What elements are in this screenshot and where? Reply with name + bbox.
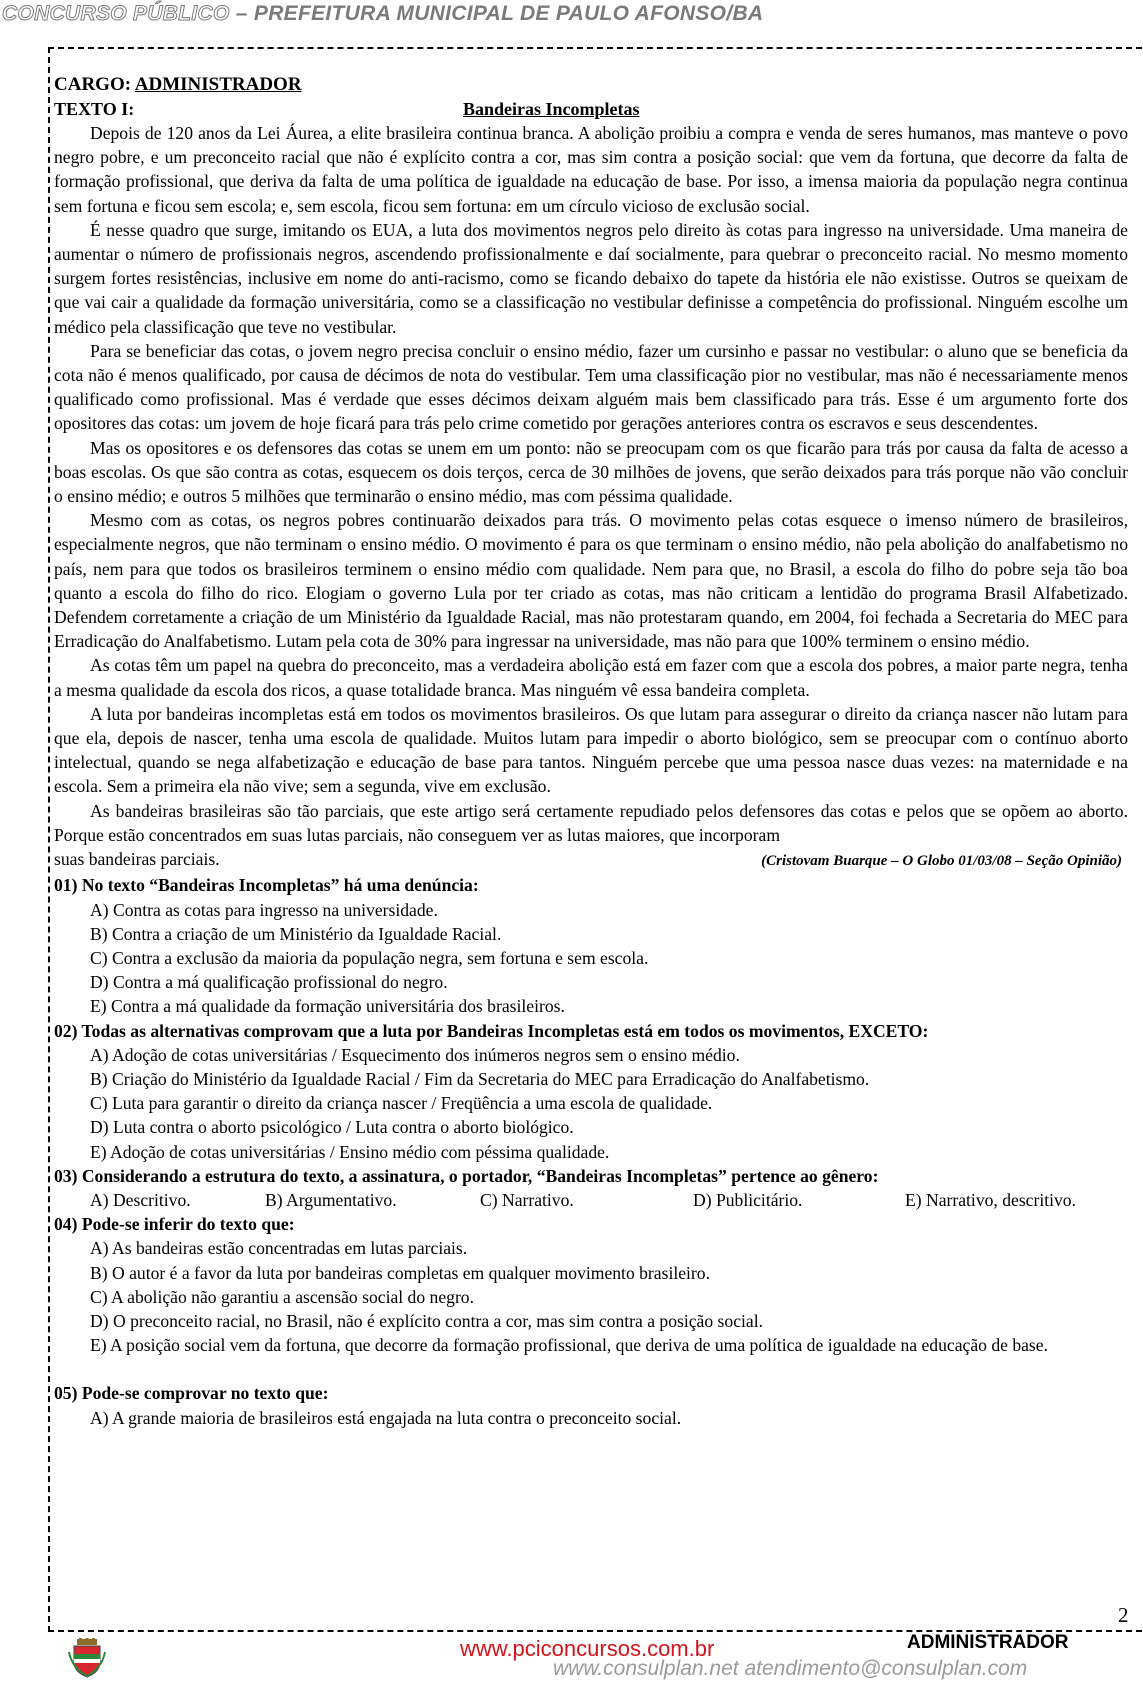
question-03 xyxy=(54,1164,1128,1212)
question-04 xyxy=(54,1212,1128,1357)
text-source: (Cristovam Buarque – O Globo 01/03/08 – Seção Opinião) xyxy=(761,853,1122,870)
municipal-crest-icon xyxy=(68,1638,106,1678)
answer-option: C) Contra a exclusão da maioria da população negra, sem fortuna e sem escola. xyxy=(90,947,649,968)
answer-option: E) Contra a má qualidade da formação universitária dos brasileiros. xyxy=(90,996,565,1017)
cargo-line xyxy=(54,73,1128,97)
answer-option: E) Adoção de cotas universitárias / Ensino médio com péssima qualidade. xyxy=(90,1141,610,1162)
answer-option: D) O preconceito racial, no Brasil, não é explícito contra a cor, mas sim contra a posição social. xyxy=(90,1310,763,1331)
answer-option: A) Adoção de cotas universitárias / Esquecimento dos inúmeros negros sem o ensino médio. xyxy=(90,1044,740,1065)
question-stem: 03) Considerando a estrutura do texto, a assinatura, o portador, “Bandeiras Incompletas” pertence ao gênero: xyxy=(54,1165,879,1186)
question-stem: 05) Pode-se comprovar no texto que: xyxy=(54,1383,329,1404)
exam-content xyxy=(54,73,1128,1430)
page-header xyxy=(2,2,1122,26)
answer-option: B) Argumentativo. xyxy=(265,1189,397,1210)
paragraph: É nesse quadro que surge, imitando os EUA, a luta dos movimentos negros pelo direito às cotas para ingresso na universidade. Uma maneira de aumentar o número de profissionais negros, ascendendo profissionalmente e daí socialmente, para quebrar o preconceito racial. No mesmo momento surgem fortes resistências, inclusive em nome do anti-racismo, como se ficando debaixo do tapete da história ele não existisse. Outros se queixam de que vai cair a qualidade da formação universitária, como se a classificação no vestibular definisse a competência do profissional. Ninguém escolhe um médico pela classificação que teve no vestibular. xyxy=(54,219,1128,337)
paragraph: As bandeiras brasileiras são tão parciais, que este artigo será certamente repudiado pelos defensores das cotas e pelos que se opõem ao aborto. Porque estão concentrados em suas lutas parciais, não conseguem ver as lutas maiores, que incorporam xyxy=(54,800,1128,845)
question-stem: 02) Todas as alternativas comprovam que a luta por Bandeiras Incompletas está em todos os movimentos, EXCETO: xyxy=(54,1020,929,1041)
answer-option: A) Contra as cotas para ingresso na universidade. xyxy=(90,899,438,920)
paragraph: Mas os opositores e os defensores das cotas se unem em um ponto: não se preocupam com os que ficarão para trás por causa da falta de acesso a boas escolas. Os que são contra as cotas, esquecem os dois terços, cerca de 30 milhões de jovens, que serão deixados para trás porque não vão concluir o ensino médio; e outros 5 milhões que terminarão o ensino médio, mas com péssima qualidade. xyxy=(54,437,1128,507)
paragraph: Para se beneficiar das cotas, o jovem negro precisa concluir o ensino médio, fazer um cursinho e passar no vestibular: o aluno que se beneficia da cota não é menos qualificado, por causa de décimos de nota do vestibular. Tem uma classificação pior no vestibular, mas não é necessariamente menos qualificado como profissional. Mas é verdade que esses décimos deixam alguém mais bem classificado para trás. Esse é um argumento forte dos opositores das cotas: um jovem de hoje ficará para trás pelo crime cometido por gerações anteriores contra os escravos e seus descendentes. xyxy=(54,340,1128,434)
question-stem: 01) No texto “Bandeiras Incompletas” há uma denúncia: xyxy=(54,875,479,896)
paragraph: A luta por bandeiras incompletas está em todos os movimentos brasileiros. Os que lutam para assegurar o direito da criança nascer não lutam para que ela, depois de nascer, tenha uma escola de qualidade. Muitos lutam para impedir o aborto biológico, sem se preocupar com o contínuo aborto intelectual, quando se nega alfabetização e educação de base para tantos. Ninguém percebe que uma pessoa nasce duas vezes: na maternidade e na escola. Sem a primeira ela não vive; sem a segunda, vive em exclusão. xyxy=(54,703,1128,797)
answer-option: A) A grande maioria de brasileiros está engajada na luta contra o preconceito social. xyxy=(90,1407,682,1428)
page-number: 2 xyxy=(1118,1603,1129,1627)
answer-option: A) As bandeiras estão concentradas em lutas parciais. xyxy=(90,1238,468,1259)
answer-option: C) A abolição não garantiu a ascensão social do negro. xyxy=(90,1286,475,1307)
spacer xyxy=(54,1357,1128,1381)
footer-site-link[interactable]: www.pciconcursos.com.br xyxy=(460,1636,715,1661)
texto-heading xyxy=(54,97,1128,121)
paragraph: Depois de 120 anos da Lei Áurea, a elite brasileira continua branca. A abolição proibiu a compra e venda de seres humanos, mas manteve o povo negro pobre, e um preconceito racial que não é explícito contra a cor, mas sim contra a posição social: que vem da fortuna, que decorre da falta de formação profissional, que deriva da falta de uma política de igualdade na educação de base. Por isso, a imensa maioria da população negra continua sem fortuna e ficou sem escola; e, sem escola, ficou sem fortuna: em um círculo vicioso de exclusão social. xyxy=(54,123,1128,216)
cargo-label: CARGO: xyxy=(54,74,135,95)
question-stem: 04) Pode-se inferir do texto que: xyxy=(54,1214,295,1235)
question-05 xyxy=(54,1381,1128,1429)
footer-contact: www.consulplan.net atendimento@consulplan.com xyxy=(553,1657,1028,1680)
answer-option: E) A posição social vem da fortuna, que decorre da formação profissional, que deriva de uma política de igualdade na educação de base. xyxy=(90,1335,1048,1356)
texto-label: TEXTO I: xyxy=(54,99,135,119)
paragraph-last-line: suas bandeiras parciais. xyxy=(54,849,220,870)
answer-option: B) O autor é a favor da luta por bandeiras completas em qualquer movimento brasileiro. xyxy=(90,1262,710,1283)
texto-title: Bandeiras Incompletas xyxy=(463,99,640,119)
footer-cargo: ADMINISTRADOR xyxy=(907,1632,1069,1653)
cargo-value: ADMINISTRADOR xyxy=(134,74,302,95)
answer-option: E) Narrativo, descritivo. xyxy=(905,1189,1076,1210)
header-brand: CONCURSO PÚBLICO xyxy=(2,2,230,25)
answer-option: C) Luta para garantir o direito da criança nascer / Freqüência a uma escola de qualidade. xyxy=(90,1093,713,1114)
question-02 xyxy=(54,1019,1128,1164)
source-line xyxy=(54,847,1128,873)
answer-option: B) Criação do Ministério da Igualdade Racial / Fim da Secretaria do MEC para Erradicação do Analfabetismo. xyxy=(90,1068,870,1089)
paragraph: As cotas têm um papel na quebra do preconceito, mas a verdadeira abolição está em fazer com que a escola dos pobres, a maior parte negra, tenha a mesma qualidade da escola dos ricos, a quase totalidade branca. Mas ninguém vê essa bandeira completa. xyxy=(54,655,1128,700)
answer-option: D) Contra a má qualificação profissional do negro. xyxy=(90,972,448,993)
header-title: – PREFEITURA MUNICIPAL DE PAULO AFONSO/BA xyxy=(229,2,764,25)
answer-option: D) Luta contra o aborto psicológico / Luta contra o aborto biológico. xyxy=(90,1117,574,1138)
answer-option: D) Publicitário. xyxy=(693,1189,803,1210)
question-01 xyxy=(54,873,1128,1018)
answer-option: B) Contra a criação de um Ministério da Igualdade Racial. xyxy=(90,923,502,944)
answer-options-row xyxy=(90,1188,1128,1212)
paragraph: Mesmo com as cotas, os negros pobres continuarão deixados para trás. O movimento pelas cotas esquece o imenso número de brasileiros, especialmente negros, que não terminam o ensino médio. O movimento é para os que terminam o ensino médio, não pela abolição do analfabetismo no país, nem para que todos os brasileiros terminem o ensino médio com qualidade. Nem para que, no Brasil, a escola do filho do pobre seja tão boa quanto a escola do filho do rico. Elogiam o governo Lula por ter criado as cotas, mas não criticam a lentidão do programa Brasil Alfabetizado. Defendem corretamente a criação de um Ministério da Igualdade Racial, mas não protestaram quando, em 2004, foi fechada a Secretaria do MEC para Erradicação do Analfabetismo. Lutam pela cota de 30% para ingressar na universidade, mas não para que 100% terminem o ensino médio. xyxy=(54,510,1128,652)
answer-option: C) Narrativo. xyxy=(480,1189,574,1210)
answer-option: A) Descritivo. xyxy=(90,1189,191,1210)
